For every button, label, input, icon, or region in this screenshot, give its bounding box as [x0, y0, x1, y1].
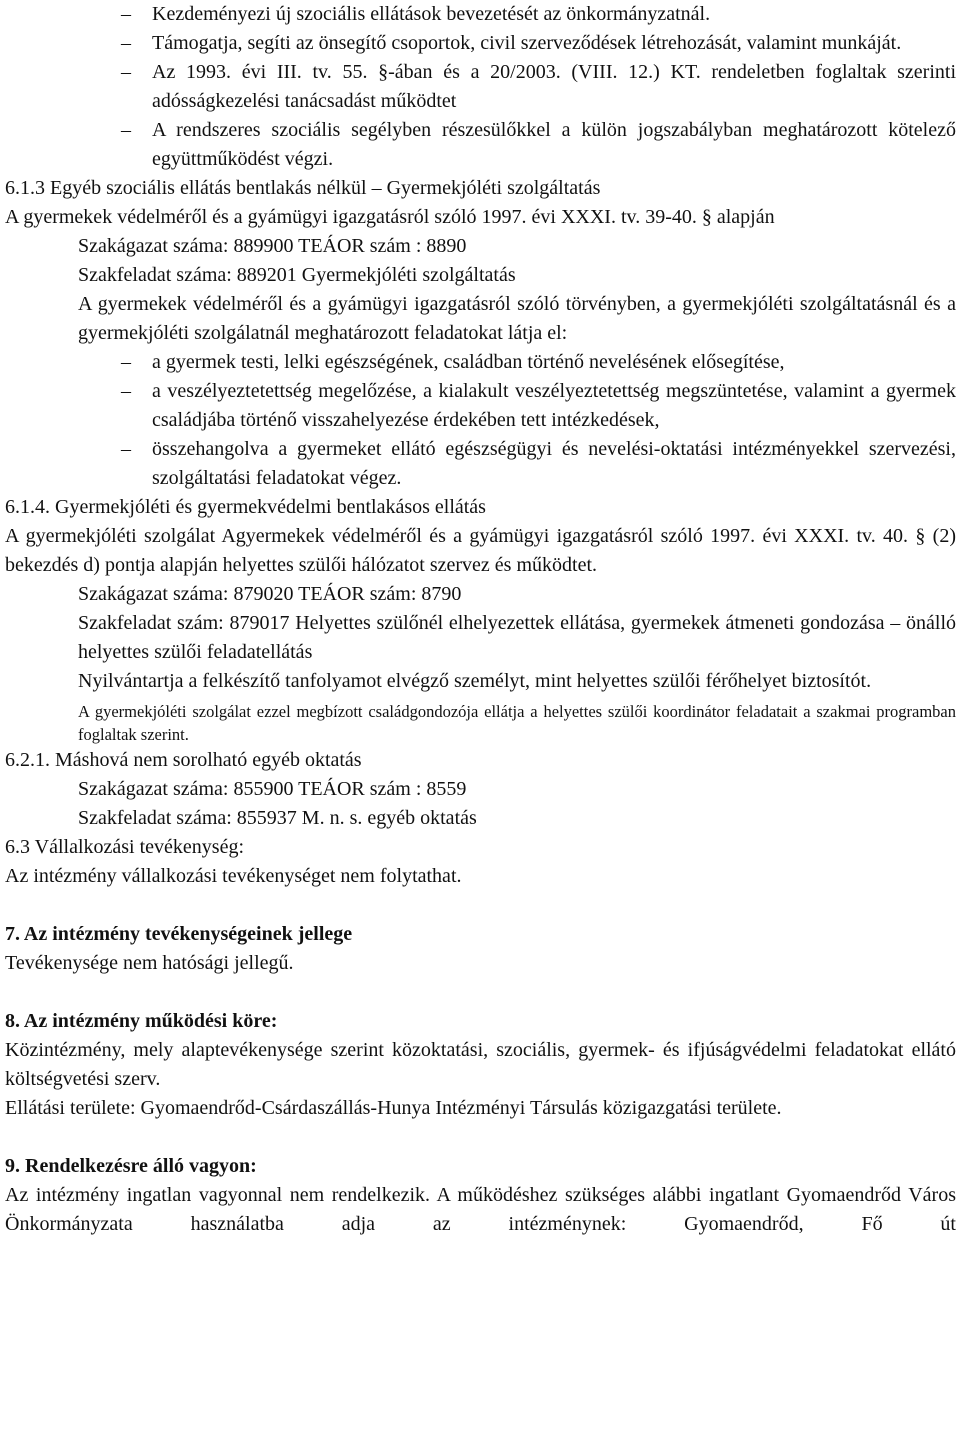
- section-613-szakfeladat: Szakfeladat száma: 889201 Gyermekjóléti szolgáltatás: [78, 264, 516, 286]
- section-8-number: 8.: [5, 1010, 20, 1032]
- bullet-cooperation: – A rendszeres szociális segélyben részesülőkkel a külön jogszabályban meghatározott kötelező együttműködést végzi.: [5, 116, 956, 174]
- section-8-text-2: Ellátási területe: Gyomaendrőd-Csárdaszállás-Hunya Intézményi Társulás közigazgatási területe.: [5, 1097, 782, 1119]
- bullet-supports-groups: – Támogatja, segíti az önsegítő csoportok, civil szerveződések létrehozását, valamint munkáját.: [5, 29, 956, 58]
- section-613-szakagazat: Szakágazat száma: 889900 TEÁOR szám : 8890: [78, 235, 467, 257]
- section-8-title: Az intézmény működési köre:: [23, 1010, 278, 1032]
- section-621-heading: 6.2.1. Máshová nem sorolható egyéb oktatás: [5, 749, 362, 771]
- section-614-text: A gyermekjóléti szolgálat Agyermekek védelméről és a gyámügyi igazgatásról szóló 1997. évi XXXI. tv. 40. § (2) bekezdés d) pontja alapján helyettes szülői hálózatot szervez és működtet.: [5, 525, 956, 576]
- section-7-title: Az intézmény tevékenységeinek jellege: [23, 923, 353, 945]
- section-9-number: 9.: [5, 1155, 20, 1177]
- section-613-heading: 6.1.3 Egyéb szociális ellátás bentlakás nélkül – Gyermekjóléti szolgáltatás: [5, 177, 601, 199]
- section-621-szakfeladat: Szakfeladat száma: 855937 M. n. s. egyéb oktatás: [78, 807, 477, 829]
- section-8-text-1: Közintézmény, mely alaptevékenysége szerint közoktatási, szociális, gyermek- és ifjúságvédelmi feladatokat ellátó költségvetési szerv.: [5, 1039, 956, 1090]
- section-621-szakagazat: Szakágazat száma: 855900 TEÁOR szám : 8559: [78, 778, 467, 800]
- section-8-heading: [5, 1007, 956, 1036]
- section-613-task-item: – összehangolva a gyermeket ellátó egészségügyi és nevelési-oktatási intézményekkel szervezési, szolgáltatási feladatokat végez.: [5, 435, 956, 493]
- bullet-debt-advisory: – Az 1993. évi III. tv. 55. §-ában és a 20/2003. (VIII. 12.) KT. rendeletben foglaltak szerinti adósságkezelési tanácsadást működtet: [5, 58, 956, 116]
- section-614-heading: 6.1.4. Gyermekjóléti és gyermekvédelmi bentlakásos ellátás: [5, 496, 486, 518]
- section-9-heading: [5, 1152, 956, 1181]
- section-614-note: A gyermekjóléti szolgálat ezzel megbízott családgondozója ellátja a helyettes szülői koordinátor feladatait a szakmai programban foglaltak szerint.: [78, 702, 956, 744]
- section-614-nyilvantartja: Nyilvántartja a felkészítő tanfolyamot elvégző személyt, mint helyettes szülői férőhelyet biztosítót.: [78, 670, 872, 692]
- section-7-text: Tevékenysége nem hatósági jellegű.: [5, 952, 294, 974]
- section-7-heading: [5, 920, 956, 949]
- section-613-legal-basis: A gyermekek védelméről és a gyámügyi igazgatásról szóló 1997. évi XXXI. tv. 39-40. § alapján: [5, 206, 775, 228]
- section-613-task-item: – a veszélyeztetettség megelőzése, a kialakult veszélyeztetettség megszüntetése, valamint a gyermek családjába történő visszahelyezése érdekében tett intézkedések,: [5, 377, 956, 435]
- section-614-szakagazat: Szakágazat száma: 879020 TEÁOR szám: 8790: [78, 583, 462, 605]
- section-613-task-item: – a gyermek testi, lelki egészségének, családban történő nevelésének elősegítése,: [5, 348, 956, 377]
- section-63-text: Az intézmény vállalkozási tevékenységet nem folytathat.: [5, 865, 462, 887]
- section-63-heading: 6.3 Vállalkozási tevékenység:: [5, 836, 245, 858]
- section-9-text: Az intézmény ingatlan vagyonnal nem rendelkezik. A működéshez szükséges alábbi ingatlant Gyomaendrőd Város Önkormányzata használatba adja az intézménynek: Gyomaendrőd, Fő út: [5, 1184, 956, 1235]
- section-9-title: Rendelkezésre álló vagyon:: [25, 1155, 257, 1177]
- section-613-tasks-intro: A gyermekek védelméről és a gyámügyi igazgatásról szóló törvényben, a gyermekjóléti szolgáltatásnál és a gyermekjóléti szolgálatnál meghatározott feladatokat látja el:: [78, 293, 956, 344]
- section-614-szakfeladat: Szakfeladat szám: 879017 Helyettes szülőnél elhelyezettek ellátása, gyermekek átmeneti gondozása – önálló helyettes szülői feladatellátás: [78, 612, 956, 663]
- bullet-initiates-services: – Kezdeményezi új szociális ellátások bevezetését az önkormányzatnál.: [5, 0, 956, 29]
- section-7-number: 7.: [5, 923, 20, 945]
